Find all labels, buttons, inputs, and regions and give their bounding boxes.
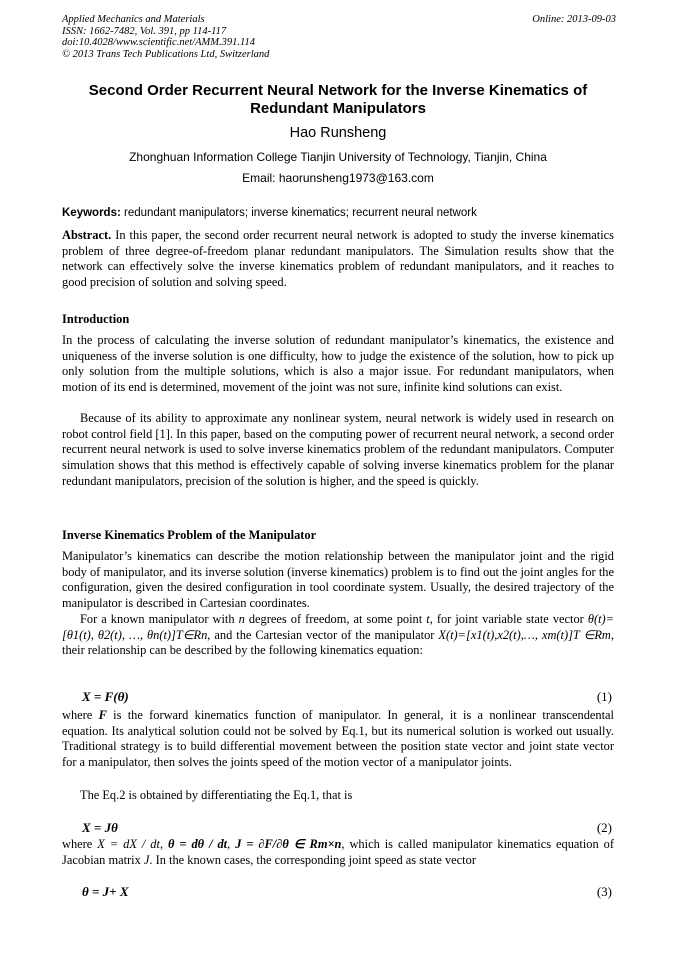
ik-paragraph-4: The Eq.2 is obtained by differentiating the Eq.1, that is: [80, 788, 353, 802]
author-email: Email: haorunsheng1973@163.com: [242, 171, 434, 185]
intro-paragraph-2: Because of its ability to approximate any nonlinear system, neural network is widely used in research on robot control field [1]. In this paper, based on the computing power of recurrent neural network, a second order recurrent neural network is used to solve inverse kinematics problem of the redundant manipulators. Computer simulation shows that this method is effectively capable of solving inverse kinematics problem for the planar redundant manipulators, precision of the solution is higher, and the speed is quickly.: [62, 411, 614, 488]
journal-header: [62, 14, 618, 60]
doi-line: doi:10.4028/www.scientific.net/AMM.391.114: [62, 37, 255, 48]
equation-3-number: (3): [596, 884, 612, 899]
keywords-label: Keywords:: [62, 207, 121, 219]
copyright-line: © 2013 Trans Tech Publications Ltd, Switzerland: [62, 48, 270, 60]
keywords: [62, 206, 614, 221]
ik-paragraph-3: where F is the forward kinematics function of manipulator. In general, it is a nonlinear transcendental equation. Its analytical solution could not be solved by Eq.1, but its numerical solution is worked out usually. Traditional strategy is to build differential movement between the position state vector and joint state vector for a manipulator, then solves the joints speed of the motion vector of a manipulator joints.: [62, 708, 614, 770]
equation-2-expression: X = Jθ: [82, 820, 118, 835]
equation-3: [82, 884, 614, 900]
equation-2-number: (2): [596, 820, 612, 835]
x-vector: X(t)=[x1(t),x2(t),…, xm(t)]T ∈Rm: [438, 627, 611, 642]
equation-3-expression: θ = J+ X: [82, 884, 129, 899]
abstract-label: Abstract.: [62, 228, 112, 242]
online-date: Online: 2013-09-03: [532, 14, 616, 25]
intro-paragraph-1: In the process of calculating the inverse solution of redundant manipulator’s kinematics, the existence and uniqueness of the inverse solution is one difficulty, how to judge the existence of the solution, how to pick up only solution from the multiple solutions, which is also a major issue. For redundant manipulators, when motion of its end is determined, movement of the joint was not sure, infinite kind solutions can exist.: [62, 333, 614, 395]
paper-title: Second Order Recurrent Neural Network for the Inverse Kinematics of Redundant Manipulators: [88, 82, 588, 117]
ik-paragraph-5: where X = dX / dt, θ = dθ / dt, J = ∂F/∂θ ∈ Rm×n, which is called manipulator kinematics equation of Jacobian matrix J. In the known cases, the corresponding joint speed as state vector: [62, 837, 614, 867]
abstract: [62, 228, 614, 291]
abstract-text: In this paper, the second order recurrent neural network is adopted to study the inverse kinematics problem of three degree-of-freedom planar redundant manipulators. The Simulation results show that the network can effectively solve the inverse kinematics problem of redundant manipulators, and it reaches to good precision of solution and solving speed.: [62, 228, 614, 290]
equation-1-number: (1): [596, 689, 612, 704]
ik-paragraph-2: For a known manipulator with n degrees of freedom, at some point t, for joint variable state vector θ(t)=[θ1(t), θ2(t), …, θn(t)]T∈Rn, and the Cartesian vector of the manipulator X(t)=[x1(t),x2(t),…, xm(t)]T ∈Rm, their relationship can be described by the following kinematics equation:: [62, 612, 615, 658]
author-name: Hao Runsheng: [289, 125, 387, 141]
section-heading-introduction: Introduction: [62, 312, 130, 326]
equation-2: [82, 820, 614, 836]
equation-1-expression: X = F(θ): [82, 689, 129, 704]
affiliation: Zhonghuan Information College Tianjin University of Technology, Tianjin, China: [129, 150, 547, 164]
issn-line: ISSN: 1662-7482, Vol. 391, pp 114-117: [62, 25, 227, 37]
equation-1: [82, 689, 614, 705]
theta-vector: θ(t)=[θ1(t), θ2(t), …, θn(t)]T∈Rn: [62, 612, 615, 642]
section-heading-inverse-kinematics: Inverse Kinematics Problem of the Manipulator: [62, 528, 317, 542]
journal-name: Applied Mechanics and Materials: [62, 14, 205, 25]
xdot-definition: X = dX / dt: [97, 837, 160, 851]
keywords-text: redundant manipulators; inverse kinematics; recurrent neural network: [124, 207, 477, 219]
thetadot-definition: θ = dθ / dt: [168, 837, 228, 851]
ik-paragraph-1: Manipulator’s kinematics can describe the motion relationship between the manipulator joint and the rigid body of manipulator, and its inverse solution (inverse kinematics) problem is to find out the joint angles for the configuration, given the desired configuration in tool coordinate system. Usually, the desired trajectory of the manipulator is described in Cartesian coordinates.: [62, 549, 614, 611]
jacobian-definition: J = ∂F/∂θ ∈ Rm×n: [235, 837, 342, 851]
